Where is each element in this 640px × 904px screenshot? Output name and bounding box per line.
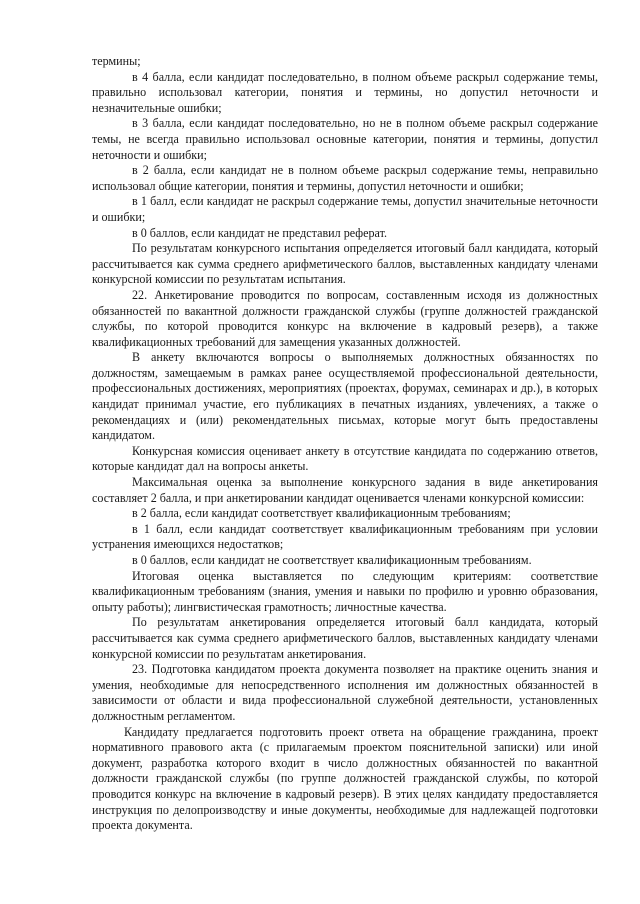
paragraph-score-0: в 0 баллов, если кандидат не представил реферат. — [132, 225, 387, 240]
paragraph-q-score-1: в 1 балл, если кандидат соответствует квалификационным требованиям при условии устранения имеющихся недостатков; — [92, 521, 598, 552]
paragraph-max-score: Максимальная оценка за выполнение конкурсного задания в виде анкетирования составляет 2 балла, и при анкетировании кандидат оценивается членами конкурсной комиссии: — [92, 475, 598, 505]
document-body — [92, 54, 598, 834]
paragraph-terms-continuation: термины; — [92, 54, 141, 68]
paragraph-section-22: 22. Анкетирование проводится по вопросам, составленным исходя из должностных обязанностей по вакантной должности гражданской службы (группе должностей гражданской службы, по которой проводится конкурс на включение в кадровый резерв), а также квалификационных требований для замещения указанных должностей. — [92, 287, 598, 349]
paragraph-criteria: Итоговая оценка выставляется по следующим критериям: соответствие квалификационным требованиям (знания, умения и навыки по профилю и уровню образования, опыту работы); лингвистическая грамотность; личностные качества. — [92, 568, 598, 614]
paragraph-questionnaire-result: По результатам анкетирования определяется итоговый балл кандидата, который рассчитывается как сумма среднего арифметического баллов, выставленных кандидату членами конкурсной комиссии по результатам анкетирования. — [92, 615, 598, 661]
paragraph-q-score-2: в 2 балла, если кандидат соответствует квалификационным требованиям; — [132, 506, 511, 521]
paragraph-score-4: в 4 балла, если кандидат последовательно, в полном объеме раскрыл содержание темы, правильно использовал категории, понятия и термины, но допустил неточности и незначительные ошибки; — [92, 69, 598, 115]
paragraph-questionnaire-content: В анкету включаются вопросы о выполняемых должностных обязанностях по должностям, замещаемым в рамках ранее осуществляемой профессиональной деятельности, профессиональных достижениях, мероприятиях (проектах, форумах, семинарах и др.), в которых кандидат принимал участие, его публикациях в печатных изданиях, увлечениях, а также о рекомендациях и (или) рекомендательных письмах, которые могут быть предоставлены кандидатом. — [92, 350, 598, 443]
paragraph-essay-result: По результатам конкурсного испытания определяется итоговый балл кандидата, который рассчитывается как сумма среднего арифметического баллов, выставленных кандидату членами конкурсной комиссии по результатам испытания. — [92, 241, 598, 287]
paragraph-q-score-0: в 0 баллов, если кандидат не соответствует квалификационным требованиям. — [132, 553, 532, 567]
paragraph-score-3: в 3 балла, если кандидат последовательно, но не в полном объеме раскрыл содержание темы, не всегда правильно использовал основные категории, понятия и термины, допустил неточности и ошибки; — [92, 116, 598, 162]
paragraph-commission-evaluation: Конкурсная комиссия оценивает анкету в отсутствие кандидата по содержанию ответов, которые кандидат дал на вопросы анкеты. — [92, 443, 598, 474]
paragraph-score-1: в 1 балл, если кандидат не раскрыл содержание темы, допустил значительные неточности и ошибки; — [92, 194, 598, 224]
paragraph-section-23: 23. Подготовка кандидатом проекта документа позволяет на практике оценить знания и умения, необходимые для непосредственного исполнения им должностных обязанностей в зависимости от области и вида профессиональной служебной деятельности, установленных должностным регламентом. — [92, 662, 598, 723]
paragraph-draft-document: Кандидату предлагается подготовить проект ответа на обращение гражданина, проект нормативного правового акта (с прилагаемым проектом пояснительной записки) или иной документ, разработка которого входит в число должностных обязанностей по вакантной должности гражданской службы (по группе должностей гражданской службы, по которой проводится конкурс на включение в кадровый резерв). В этих целях кандидату предоставляется инструкция по делопроизводству и иные документы, необходимые для надлежащей подготовки проекта документа. — [92, 724, 598, 833]
paragraph-score-2: в 2 балла, если кандидат не в полном объеме раскрыл содержание темы, неправильно использовал общие категории, понятия и термины, допустил неточности и ошибки; — [92, 163, 598, 193]
